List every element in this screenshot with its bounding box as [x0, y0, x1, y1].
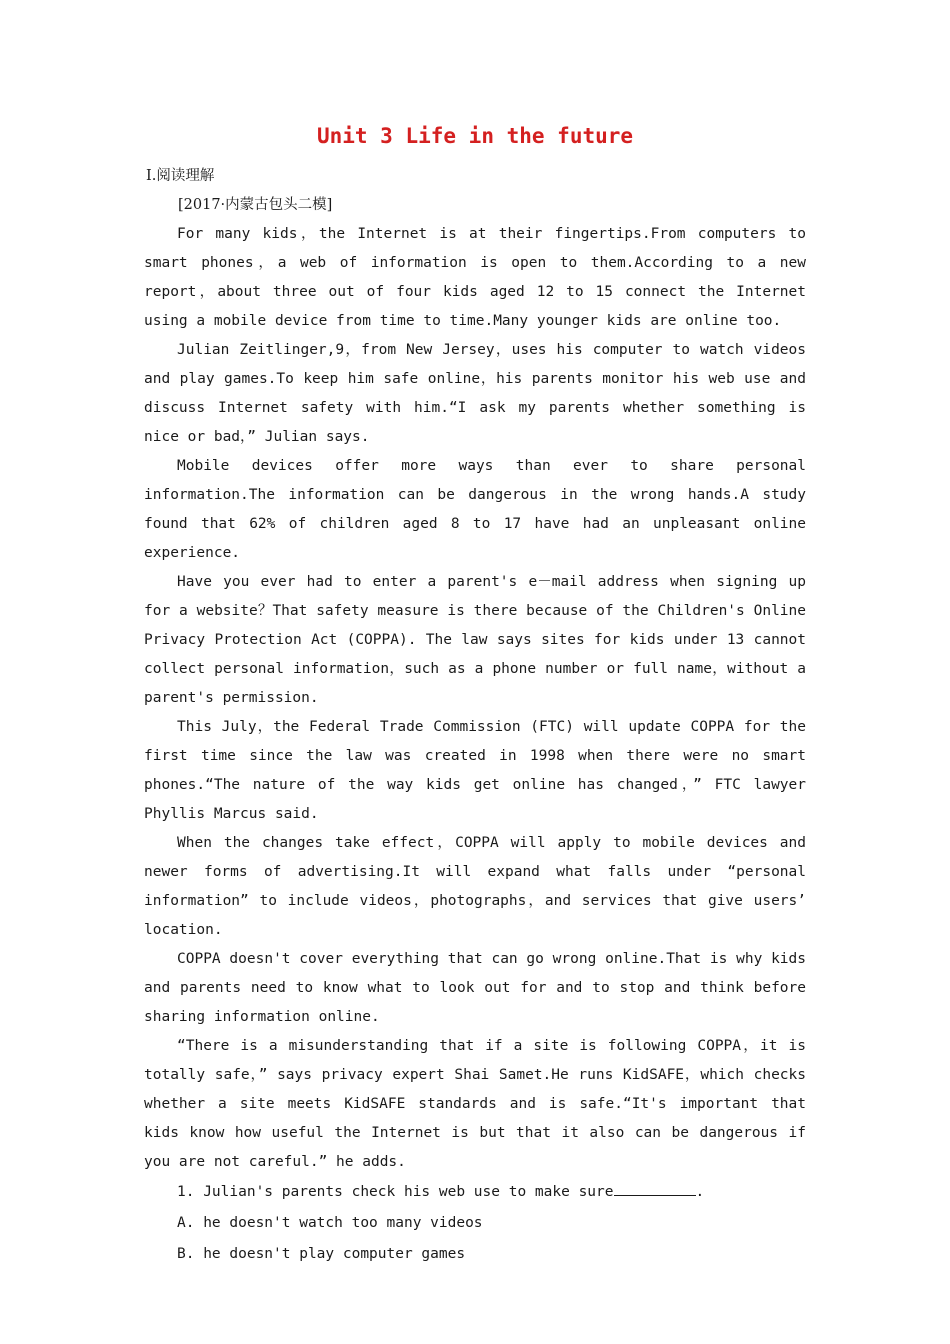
paragraph-6: When the changes take effect，COPPA will apply to mobile devices and newer forms of advertising.It will expand what falls under “personal information” to include videos，photographs，and services that give users’ location.	[144, 835, 806, 938]
paragraph-8: “There is a misunderstanding that if a site is following COPPA，it is totally safe，” says privacy expert Shai Samet.He runs KidSAFE，which checks whether a site meets KidSAFE standards and is safe.“It's important that kids know how useful the Internet is but that it also can be dangerous if you are not careful.” he adds.	[144, 1038, 806, 1170]
paragraph-2: Julian Zeitlinger,9，from New Jersey，uses his computer to watch videos and play games.To keep him safe online，his parents monitor his web use and discuss Internet safety with him.“I ask my parents whether something is nice or bad，” Julian says.	[144, 342, 806, 445]
document-page	[144, 118, 806, 1270]
option-b: B. he doesn't play computer games	[177, 1246, 466, 1262]
question-1-stem: 1. Julian's parents check his web use to make sure	[177, 1184, 614, 1200]
paragraph-3: Mobile devices offer more ways than ever to share personal information.The information can be dangerous in the wrong hands.A study found that 62% of children aged 8 to 17 have had an unpleasant online experience.	[144, 458, 806, 561]
paragraph-7: COPPA doesn't cover everything that can go wrong online.That is why kids and parents need to know what to look out for and to stop and think before sharing information online.	[144, 951, 806, 1025]
source-label: [2017·内蒙古包头二模]	[178, 197, 333, 213]
question-1	[177, 1177, 806, 1208]
answer-blank	[614, 1181, 696, 1196]
paragraph-1: For many kids，the Internet is at their fingertips.From computers to smart phones，a web of information is open to them.According to a new report，about three out of four kids aged 12 to 15 connect the Internet using a mobile device from time to time.Many younger kids are online too.	[144, 226, 806, 329]
unit-title: Unit 3 Life in the future	[316, 124, 634, 148]
option-a: A. he doesn't watch too many videos	[177, 1215, 483, 1231]
question-1-end: .	[695, 1184, 705, 1200]
section-heading: Ⅰ.阅读理解	[146, 168, 215, 184]
paragraph-4: Have you ever had to enter a parent's e－mail address when signing up for a website？That safety measure is there because of the Children's Online Privacy Protection Act (COPPA). The law says sites for kids under 13 cannot collect personal information，such as a phone number or full name，without a parent's permission.	[144, 574, 806, 706]
paragraph-5: This July，the Federal Trade Commission (FTC) will update COPPA for the first time since the law was created in 1998 when there were no smart phones.“The nature of the way kids get online has changed，” FTC lawyer Phyllis Marcus said.	[144, 719, 806, 822]
